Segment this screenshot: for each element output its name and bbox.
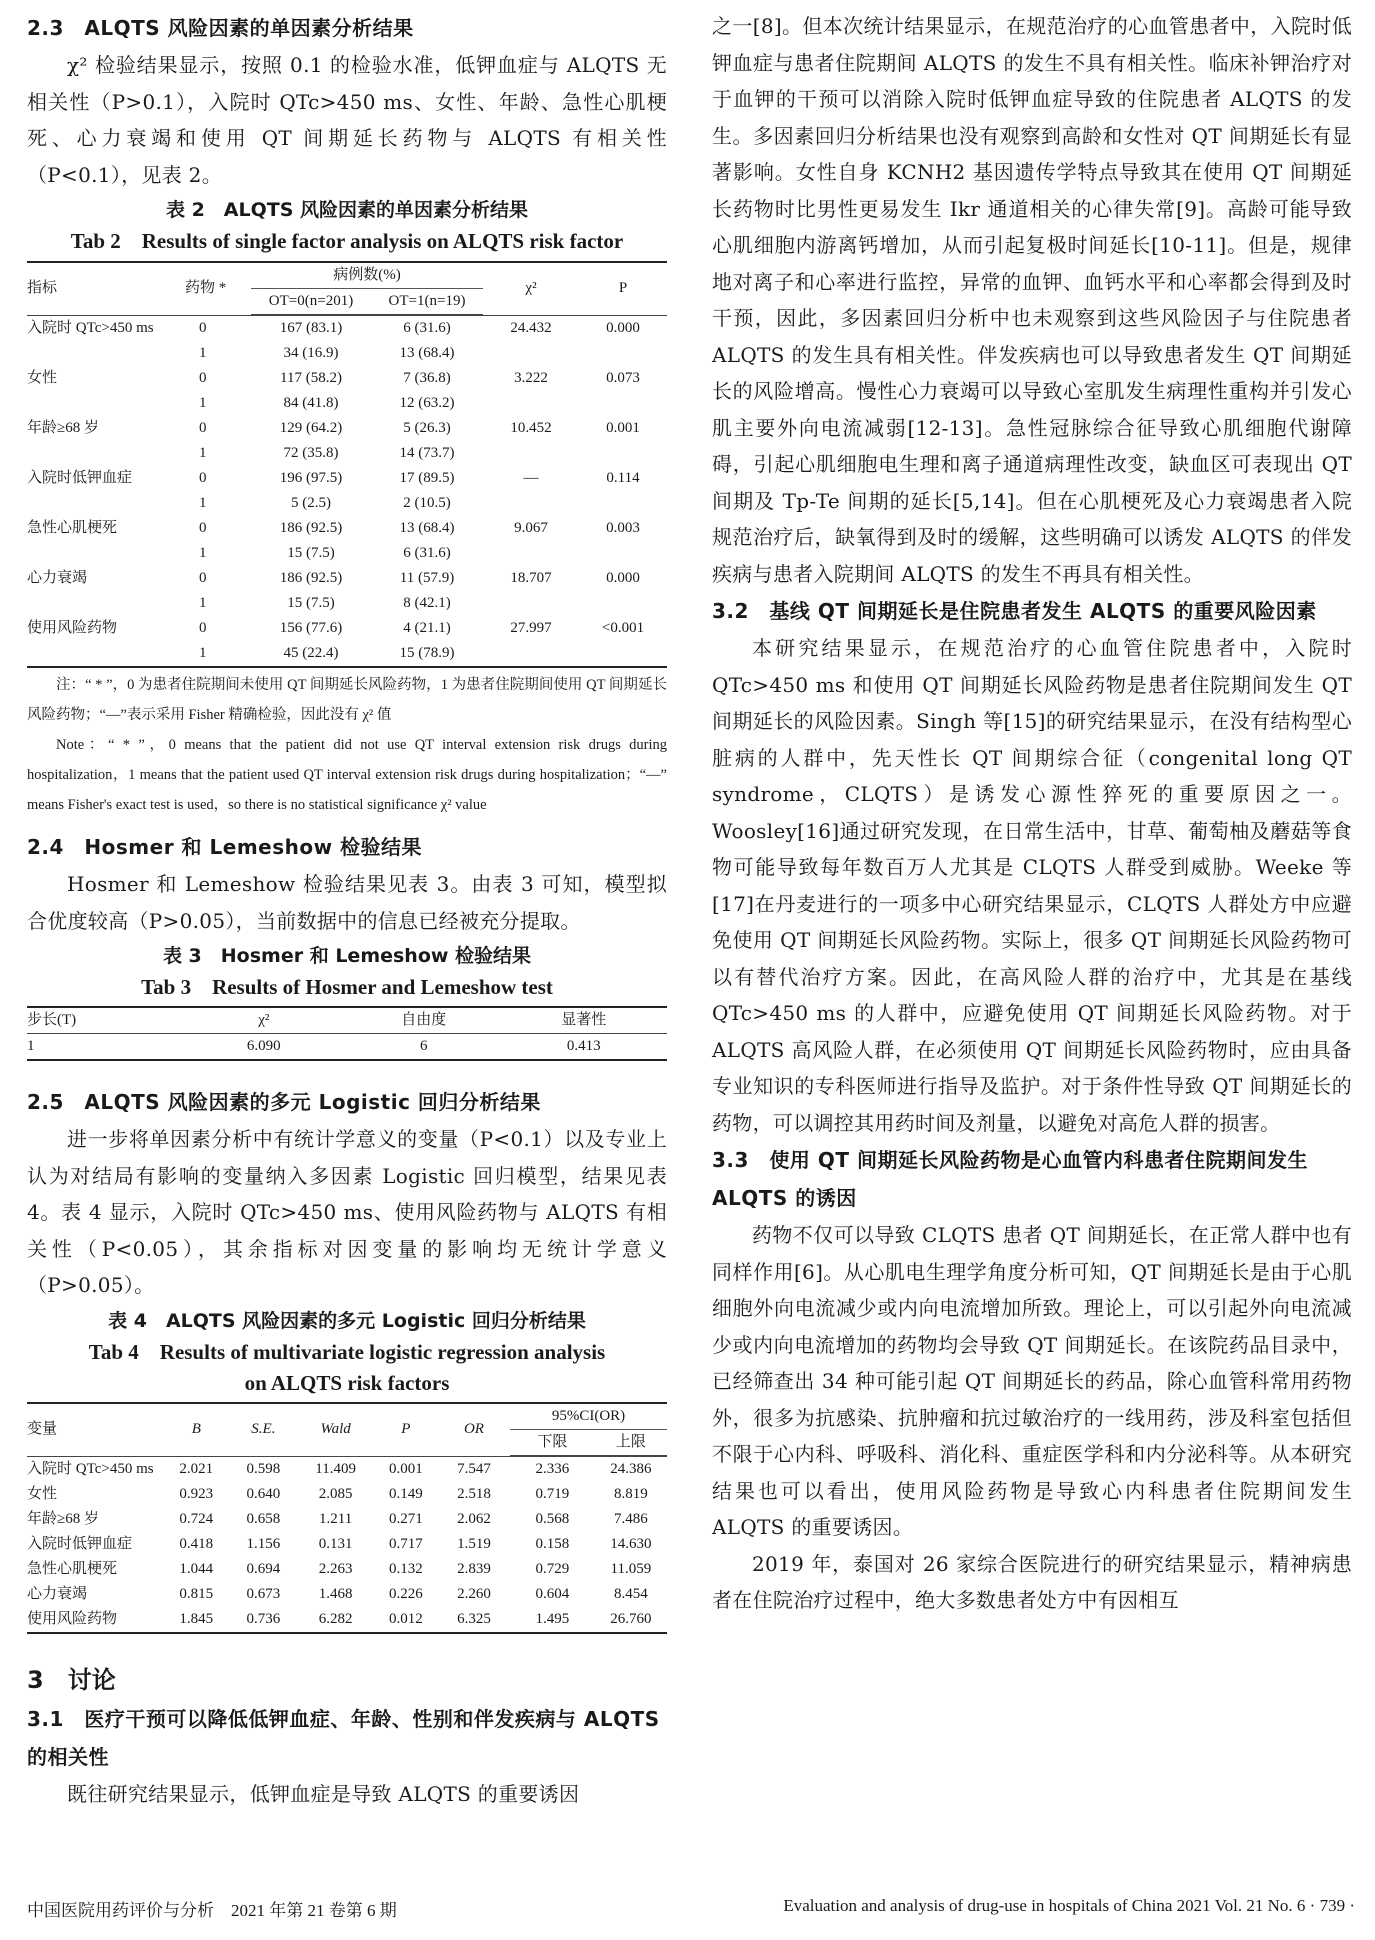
table4-cell-upper: 8.454	[613, 1585, 648, 1602]
table2-cell-ot1: 13 (68.4)	[399, 345, 455, 361]
table2-cell-p	[579, 441, 667, 466]
table2-cell-ot0: 72 (35.8)	[283, 445, 339, 461]
table2-header-indicator: 指标	[27, 280, 58, 297]
table2-note-en: Note：“ * ”，0 means that the patient did not use QT interval extension risk drugs during hospitalization，1 means that the patient used QT interval extension risk drugs during hospitalization；“—” means Fisher's exact test is used，so there is no statistical significance χ² value	[27, 737, 667, 813]
table2-cell-ot1: 13 (68.4)	[399, 520, 455, 536]
table2-row	[27, 416, 667, 441]
table2-cell-indicator	[27, 541, 185, 566]
table2-cell-indicator: 入院时 QTc>450 ms	[27, 320, 154, 336]
table2-cell-p: 0.001	[606, 420, 640, 436]
table4-cell-lower: 0.158	[535, 1535, 570, 1552]
table2-cell-indicator	[27, 391, 185, 416]
table2-header-ot0: OT=0(n=201)	[251, 289, 371, 315]
table4-cell-or: 2.260	[457, 1585, 491, 1602]
table2-cell-chi2: 10.452	[510, 420, 552, 436]
section-3-3-heading: 3.3 使用 QT 间期延长风险药物是心血管内科患者住院期间发生 ALQTS 的诱因	[712, 1148, 1308, 1210]
table2-cell-p: <0.001	[601, 620, 645, 636]
table4-cell-se: 0.673	[246, 1585, 281, 1602]
table4-cell-b: 2.021	[179, 1460, 214, 1477]
table2-cell-drug: 0	[199, 320, 207, 336]
table2-cell-chi2: 3.222	[514, 370, 548, 386]
table2-note-cn: 注：“ * ”，0 为患者住院期间未使用 QT 间期延长风险药物，1 为患者住院期间使用 QT 间期延长风险药物；“—”表示采用 Fisher 精确检验，因此没有 χ² 值	[27, 677, 667, 723]
table2-cell-p: 0.073	[606, 370, 640, 386]
table4-cell-lower: 0.719	[535, 1485, 570, 1502]
table4-cell-variable: 使用风险药物	[27, 1610, 118, 1627]
table4-cell-p: 0.012	[388, 1610, 423, 1627]
section-2-5-heading: 2.5 ALQTS 风险因素的多元 Logistic 回归分析结果	[27, 1090, 541, 1114]
table2-cell-chi2: 9.067	[514, 520, 548, 536]
table4-cell-p: 0.717	[388, 1535, 423, 1552]
table4-cell-b: 0.418	[179, 1535, 214, 1552]
table2-cell-p: 0.000	[606, 320, 640, 336]
table4-cell-b: 0.923	[179, 1485, 214, 1502]
table2-cell-chi2	[483, 491, 579, 516]
table2-cell-ot1: 11 (57.9)	[399, 570, 455, 586]
table4-cell-b: 0.815	[179, 1585, 214, 1602]
table2-cell-drug: 0	[199, 420, 207, 436]
section-3-1-heading: 3.1 医疗干预可以降低低钾血症、年龄、性别和伴发疾病与 ALQTS 的相关性	[27, 1706, 660, 1769]
table2-cell-chi2	[483, 391, 579, 416]
table4-cell-se: 0.598	[246, 1460, 281, 1477]
table2-cell-drug: 1	[199, 645, 207, 661]
table2-row	[27, 541, 667, 566]
table2-cell-indicator	[27, 641, 185, 667]
table2-row	[27, 491, 667, 516]
table4-cell-wald: 2.263	[318, 1560, 353, 1577]
table2-cell-drug: 1	[199, 545, 207, 561]
table4-cell-p: 0.001	[388, 1460, 423, 1477]
table4-cell-variable: 入院时低钾血症	[27, 1535, 133, 1552]
table2-row	[27, 566, 667, 591]
table4-cell-wald: 6.282	[318, 1610, 353, 1627]
table4-cell-p: 0.132	[388, 1560, 423, 1577]
table4-cell-lower: 2.336	[535, 1460, 570, 1477]
table2-cell-indicator: 年龄≥68 岁	[27, 420, 99, 436]
table3-cell-step: 1	[27, 1038, 35, 1054]
table2-cell-ot1: 8 (42.1)	[403, 595, 451, 611]
table4-header-or: OR	[463, 1420, 484, 1437]
table2-cell-ot1: 14 (73.7)	[399, 445, 455, 461]
table2-cell-drug: 1	[199, 445, 207, 461]
table2-cell-drug: 0	[199, 470, 207, 486]
right-column	[712, 0, 1352, 1619]
table2-row	[27, 591, 667, 616]
table4-cell-upper: 8.819	[613, 1485, 648, 1502]
table2-cell-chi2: 18.707	[510, 570, 552, 586]
table4-header-p: P	[401, 1420, 411, 1437]
table2-cell-indicator	[27, 441, 185, 466]
table4-cell-wald: 0.131	[318, 1535, 353, 1552]
section-3-3-paragraph: 药物不仅可以导致 CLQTS 患者 QT 间期延长，在正常人群中也有同样作用[6]。从心肌电生理学角度分析可知，QT 间期延长是由于心肌细胞外向电流减少或内向电流增加所致。理论上，可以引起外向电流减少或内向电流增加的药物均会导致 QT 间期延长。在该院药品目录中，已经筛查出 34 种可能引起 QT 间期延长的药品，除心血管科常用药物外，很多为抗感染、抗肿瘤和抗过敏治疗的一线用药，涉及科室包括但不限于心内科、呼吸科、消化科、重症医学科和内分泌科等。从本研究结果也可以看出，使用风险药物是导致心内科患者住院期间发生 ALQTS 的重要诱因。	[712, 1223, 1352, 1539]
section-3-1-paragraph-continued: 之一[8]。但本次统计结果显示，在规范治疗的心血管患者中，入院时低钾血症与患者住院期间 ALQTS 的发生不具有相关性。临床补钾治疗对于血钾的干预可以消除入院时低钾血症导致的住院患者 ALQTS 的发生。多因素回归分析结果也没有观察到高龄和女性对 QT 间期延长有显著影响。女性自身 KCNH2 基因遗传学特点导致其在使用 QT 间期延长药物时比男性更易发生 Ikr 通道相关的心律失常[9]。高龄可能导致心肌细胞内游离钙增加，从而引起复极时间延长[10-11]。但是，规律地对离子和心率进行监控，异常的血钾、血钙水平和心率都会得到及时干预，因此，多因素回归分析中也未观察到这些风险因子与住院患者 ALQTS 的发生具有相关性。伴发疾病也可以导致患者发生 QT 间期延长的风险增高。慢性心力衰竭可以导致心室肌发生病理性重构并引发心肌主要外向电流减弱[12-13]。急性冠脉综合征导致心肌细胞代谢障碍，引起心肌细胞电生理和离子通道病理性改变，缺血区可表现出 QT 间期及 Tp-Te 间期的延长[5,14]。但在心肌梗死及心力衰竭患者入院规范治疗后，缺氧得到及时的缓解，这些明确可以诱发 ALQTS 的伴发疾病与患者入院期间 ALQTS 的发生不再具有相关性。	[712, 14, 1352, 586]
table4-header-upper: 上限	[595, 1429, 667, 1455]
table4-cell-wald: 1.468	[318, 1585, 353, 1602]
table4-header-lower: 下限	[510, 1429, 595, 1455]
table3	[27, 1006, 667, 1061]
table2-cell-chi2: 24.432	[510, 320, 552, 336]
table4-cell-p: 0.226	[388, 1585, 423, 1602]
table2-cell-p	[579, 641, 667, 667]
table4-row	[27, 1456, 667, 1482]
section-2-4-paragraph: Hosmer 和 Lemeshow 检验结果见表 3。由表 3 可知，模型拟合优度较高（P>0.05），当前数据中的信息已经被充分提取。	[27, 872, 667, 933]
table4-cell-variable: 入院时 QTc>450 ms	[27, 1460, 154, 1477]
table2-cell-chi2	[483, 591, 579, 616]
table2-row	[27, 341, 667, 366]
table2-cell-ot0: 84 (41.8)	[283, 395, 339, 411]
table3-header-chi2: χ²	[181, 1007, 347, 1034]
table4-header-se: S.E.	[251, 1420, 276, 1437]
table4-row	[27, 1582, 667, 1607]
table4-header-ci: 95%CI(OR)	[510, 1403, 667, 1430]
table2-cell-ot0: 45 (22.4)	[283, 645, 339, 661]
table2-header-chi2: χ²	[525, 280, 537, 297]
table4-cell-lower: 0.729	[535, 1560, 570, 1577]
table4-cell-se: 0.640	[246, 1485, 281, 1502]
table3-header-df: 自由度	[347, 1007, 501, 1034]
table2-cell-ot1: 5 (26.3)	[403, 420, 451, 436]
table2-row	[27, 366, 667, 391]
table2-cell-ot1: 7 (36.8)	[403, 370, 451, 386]
table2-cell-ot0: 167 (83.1)	[279, 320, 343, 336]
table4-row	[27, 1507, 667, 1532]
table2-cell-p: 0.114	[606, 470, 640, 486]
table2-cell-ot0: 15 (7.5)	[287, 545, 335, 561]
table2-cell-p	[579, 391, 667, 416]
table4-cell-variable: 年龄≥68 岁	[27, 1510, 99, 1527]
table3-cell-sig: 0.413	[566, 1038, 601, 1054]
table4-cell-se: 0.694	[246, 1560, 281, 1577]
section-2-5-paragraph: 进一步将单因素分析中有统计学意义的变量（P<0.1）以及专业上认为对结局有影响的变量纳入多因素 Logistic 回归模型，结果见表 4。表 4 显示，入院时 QTc>450 ms、使用风险药物与 ALQTS 有相关性（P<0.05），其余指标对因变量的影响均无统计学意义（P>0.05）。	[27, 1127, 667, 1297]
section-3-3-paragraph-2-start: 2019 年，泰国对 26 家综合医院进行的研究结果显示，精神病患者在住院治疗过程中，绝大多数患者处方中有因相互	[712, 1551, 1352, 1612]
table2-cell-drug: 1	[199, 595, 207, 611]
table4-cell-lower: 0.604	[535, 1585, 570, 1602]
table4-row	[27, 1557, 667, 1582]
table4-header-wald: Wald	[320, 1420, 351, 1437]
footer-journal-cn: 中国医院用药评价与分析 2021 年第 21 卷第 6 期	[27, 1901, 397, 1920]
table2-cell-indicator: 急性心肌梗死	[27, 520, 118, 536]
table4-cell-se: 1.156	[246, 1535, 281, 1552]
section-2-3-paragraph: χ² 检验结果显示，按照 0.1 的检验水准，低钾血症与 ALQTS 无相关性（P>0.1），入院时 QTc>450 ms、女性、年龄、急性心肌梗死、心力衰竭和使用 QT 间期延长药物与 ALQTS 有相关性（P<0.1），见表 2。	[27, 53, 667, 187]
table2-cell-ot1: 2 (10.5)	[403, 495, 451, 511]
table2-cell-ot0: 117 (58.2)	[280, 370, 342, 386]
table3-cell-chi2: 6.090	[246, 1038, 281, 1054]
table4-cell-b: 0.724	[179, 1510, 214, 1527]
table2-cell-ot0: 186 (92.5)	[279, 520, 343, 536]
table2-cell-drug: 0	[199, 570, 207, 586]
table3-header-step: 步长(T)	[27, 1007, 181, 1034]
table4-cell-upper: 14.630	[610, 1535, 652, 1552]
section-3-1-paragraph-start: 既往研究结果显示，低钾血症是导致 ALQTS 的重要诱因	[67, 1781, 580, 1806]
table2-cell-ot1: 6 (31.6)	[403, 545, 451, 561]
table2-cell-indicator	[27, 341, 185, 366]
table4-cell-lower: 0.568	[535, 1510, 570, 1527]
table2-cell-drug: 0	[199, 520, 207, 536]
table4-cell-se: 0.658	[246, 1510, 281, 1527]
table2-cell-p	[579, 591, 667, 616]
table4	[27, 1402, 667, 1634]
table2-cell-p: 0.003	[606, 520, 640, 536]
table4-cell-variable: 急性心肌梗死	[27, 1560, 118, 1577]
table3-caption-en: Tab 3 Results of Hosmer and Lemeshow test	[141, 975, 553, 999]
table4-cell-variable: 心力衰竭	[27, 1585, 88, 1602]
table2-cell-p: 0.000	[606, 570, 640, 586]
table4-body	[27, 1456, 667, 1633]
table2-cell-indicator	[27, 591, 185, 616]
table2-row	[27, 466, 667, 491]
table2-cell-chi2	[483, 641, 579, 667]
table2-caption-cn: 表 2 ALQTS 风险因素的单因素分析结果	[165, 199, 529, 221]
table2-body	[27, 316, 667, 668]
table4-cell-upper: 24.386	[610, 1460, 652, 1477]
table4-row	[27, 1482, 667, 1507]
table4-cell-or: 2.062	[457, 1510, 491, 1527]
table2-caption-en: Tab 2 Results of single factor analysis on ALQTS risk factor	[70, 229, 624, 253]
table2-cell-drug: 0	[199, 620, 207, 636]
table3-header-sig: 显著性	[501, 1007, 667, 1034]
table4-cell-se: 0.736	[246, 1610, 281, 1627]
table2-cell-p	[579, 341, 667, 366]
table4-cell-or: 6.325	[457, 1610, 491, 1627]
table2-cell-ot0: 186 (92.5)	[279, 570, 343, 586]
table4-caption-en-2: on ALQTS risk factors	[244, 1370, 450, 1395]
table2-cell-indicator: 使用风险药物	[27, 620, 118, 636]
table2-row	[27, 391, 667, 416]
table2-cell-chi2	[483, 441, 579, 466]
table4-cell-b: 1.044	[179, 1560, 214, 1577]
table2-cell-ot0: 196 (97.5)	[279, 470, 343, 486]
table2-cell-ot1: 4 (21.1)	[403, 620, 451, 636]
section-3-heading: 3 讨论	[27, 1665, 116, 1694]
table2-cell-ot1: 17 (89.5)	[399, 470, 455, 486]
table4-cell-upper: 26.760	[610, 1610, 652, 1627]
table4-cell-or: 1.519	[457, 1535, 491, 1552]
table4-header-variable: 变量	[27, 1420, 58, 1437]
table3-cell-df: 6	[420, 1038, 428, 1054]
table4-cell-upper: 11.059	[610, 1560, 652, 1577]
table2-cell-indicator: 入院时低钾血症	[27, 470, 133, 486]
left-column	[27, 0, 667, 1812]
table2-cell-drug: 0	[199, 370, 207, 386]
table2-cell-chi2	[483, 541, 579, 566]
table4-header-b: B	[191, 1420, 201, 1437]
footer-journal-en-page: Evaluation and analysis of drug-use in hospitals of China 2021 Vol. 21 No. 6 · 739 ·	[783, 1896, 1355, 1915]
table2-cell-ot1: 6 (31.6)	[403, 320, 451, 336]
table2-row	[27, 616, 667, 641]
table3-caption-cn: 表 3 Hosmer 和 Lemeshow 检验结果	[162, 945, 532, 967]
table2-cell-drug: 1	[199, 495, 207, 511]
table4-cell-lower: 1.495	[535, 1610, 570, 1627]
table2-cell-indicator: 女性	[27, 370, 58, 386]
table3-row	[27, 1034, 667, 1061]
table4-cell-or: 7.547	[457, 1460, 491, 1477]
table4-cell-wald: 2.085	[318, 1485, 353, 1502]
section-2-3-heading: 2.3 ALQTS 风险因素的单因素分析结果	[27, 16, 414, 40]
table4-cell-wald: 1.211	[319, 1510, 353, 1527]
table4-cell-p: 0.149	[388, 1485, 423, 1502]
table4-caption-en-1: Tab 4 Results of multivariate logistic regression analysis	[88, 1339, 606, 1364]
table4-cell-or: 2.839	[457, 1560, 491, 1577]
table2-header-cases: 病例数(%)	[251, 262, 483, 289]
table4-caption-cn: 表 4 ALQTS 风险因素的多元 Logistic 回归分析结果	[108, 1309, 586, 1332]
table2-cell-p	[579, 491, 667, 516]
section-2-4-heading: 2.4 Hosmer 和 Lemeshow 检验结果	[27, 835, 423, 859]
table2-cell-drug: 1	[199, 345, 207, 361]
table2-cell-ot0: 129 (64.2)	[279, 420, 343, 436]
table2-header-p: P	[618, 280, 628, 297]
table4-cell-or: 2.518	[457, 1485, 491, 1502]
table4-row	[27, 1532, 667, 1557]
table2-row	[27, 316, 667, 342]
table4-cell-upper: 7.486	[613, 1510, 648, 1527]
table2-cell-chi2	[483, 341, 579, 366]
table2-header-drug: 药物 *	[185, 280, 227, 297]
table2-cell-ot0: 156 (77.6)	[279, 620, 343, 636]
table2-cell-ot0: 15 (7.5)	[287, 595, 335, 611]
table2-row	[27, 516, 667, 541]
table2-cell-indicator: 心力衰竭	[27, 570, 88, 586]
table4-cell-p: 0.271	[388, 1510, 423, 1527]
table2-row	[27, 441, 667, 466]
table2-cell-ot1: 12 (63.2)	[399, 395, 455, 411]
table2-header-ot1: OT=1(n=19)	[371, 289, 483, 315]
table2-cell-ot0: 5 (2.5)	[291, 495, 331, 511]
table2-cell-drug: 1	[199, 395, 207, 411]
table4-cell-b: 1.845	[179, 1610, 214, 1627]
table4-row	[27, 1607, 667, 1633]
table2-row	[27, 641, 667, 667]
table2	[27, 261, 667, 668]
table2-cell-ot0: 34 (16.9)	[283, 345, 339, 361]
table2-cell-ot1: 15 (78.9)	[399, 645, 455, 661]
table2-cell-indicator	[27, 491, 185, 516]
table4-cell-variable: 女性	[27, 1485, 58, 1502]
section-3-2-heading: 3.2 基线 QT 间期延长是住院患者发生 ALQTS 的重要风险因素	[712, 599, 1317, 623]
table2-cell-chi2: 27.997	[510, 620, 552, 636]
table2-cell-p	[579, 541, 667, 566]
table4-cell-wald: 11.409	[315, 1460, 356, 1477]
table2-cell-chi2: —	[523, 470, 539, 486]
section-3-2-paragraph: 本研究结果显示，在规范治疗的心血管住院患者中，入院时 QTc>450 ms 和使用 QT 间期延长风险药物是患者住院期间发生 QT 间期延长的风险因素。Singh 等[15]的研究结果显示，在没有结构型心脏病的人群中，先天性长 QT 间期综合征（congenital long QT syndrome，CLQTS）是诱发心源性猝死的重要原因之一。Woosley[16]通过研究发现，在日常生活中，甘草、葡萄柚及蘑菇等食物可能导致每年数百万人尤其是 CLQTS 人群受到威胁。Weeke 等[17]在丹麦进行的一项多中心研究结果显示，CLQTS 人群处方中应避免使用 QT 间期延长风险药物。实际上，很多 QT 间期延长风险药物可以有替代治疗方案。因此，在高风险人群的治疗中，尤其是在基线 QTc>450 ms 的人群中，应避免使用 QT 间期延长风险药物。对于 ALQTS 高风险人群，在必须使用 QT 间期延长风险药物时，应由具备专业知识的专科医师进行指导及监护。对于条件性导致 QT 间期延长的药物，可以调控其用药时间及剂量，以避免对高危人群的损害。	[712, 636, 1352, 1135]
